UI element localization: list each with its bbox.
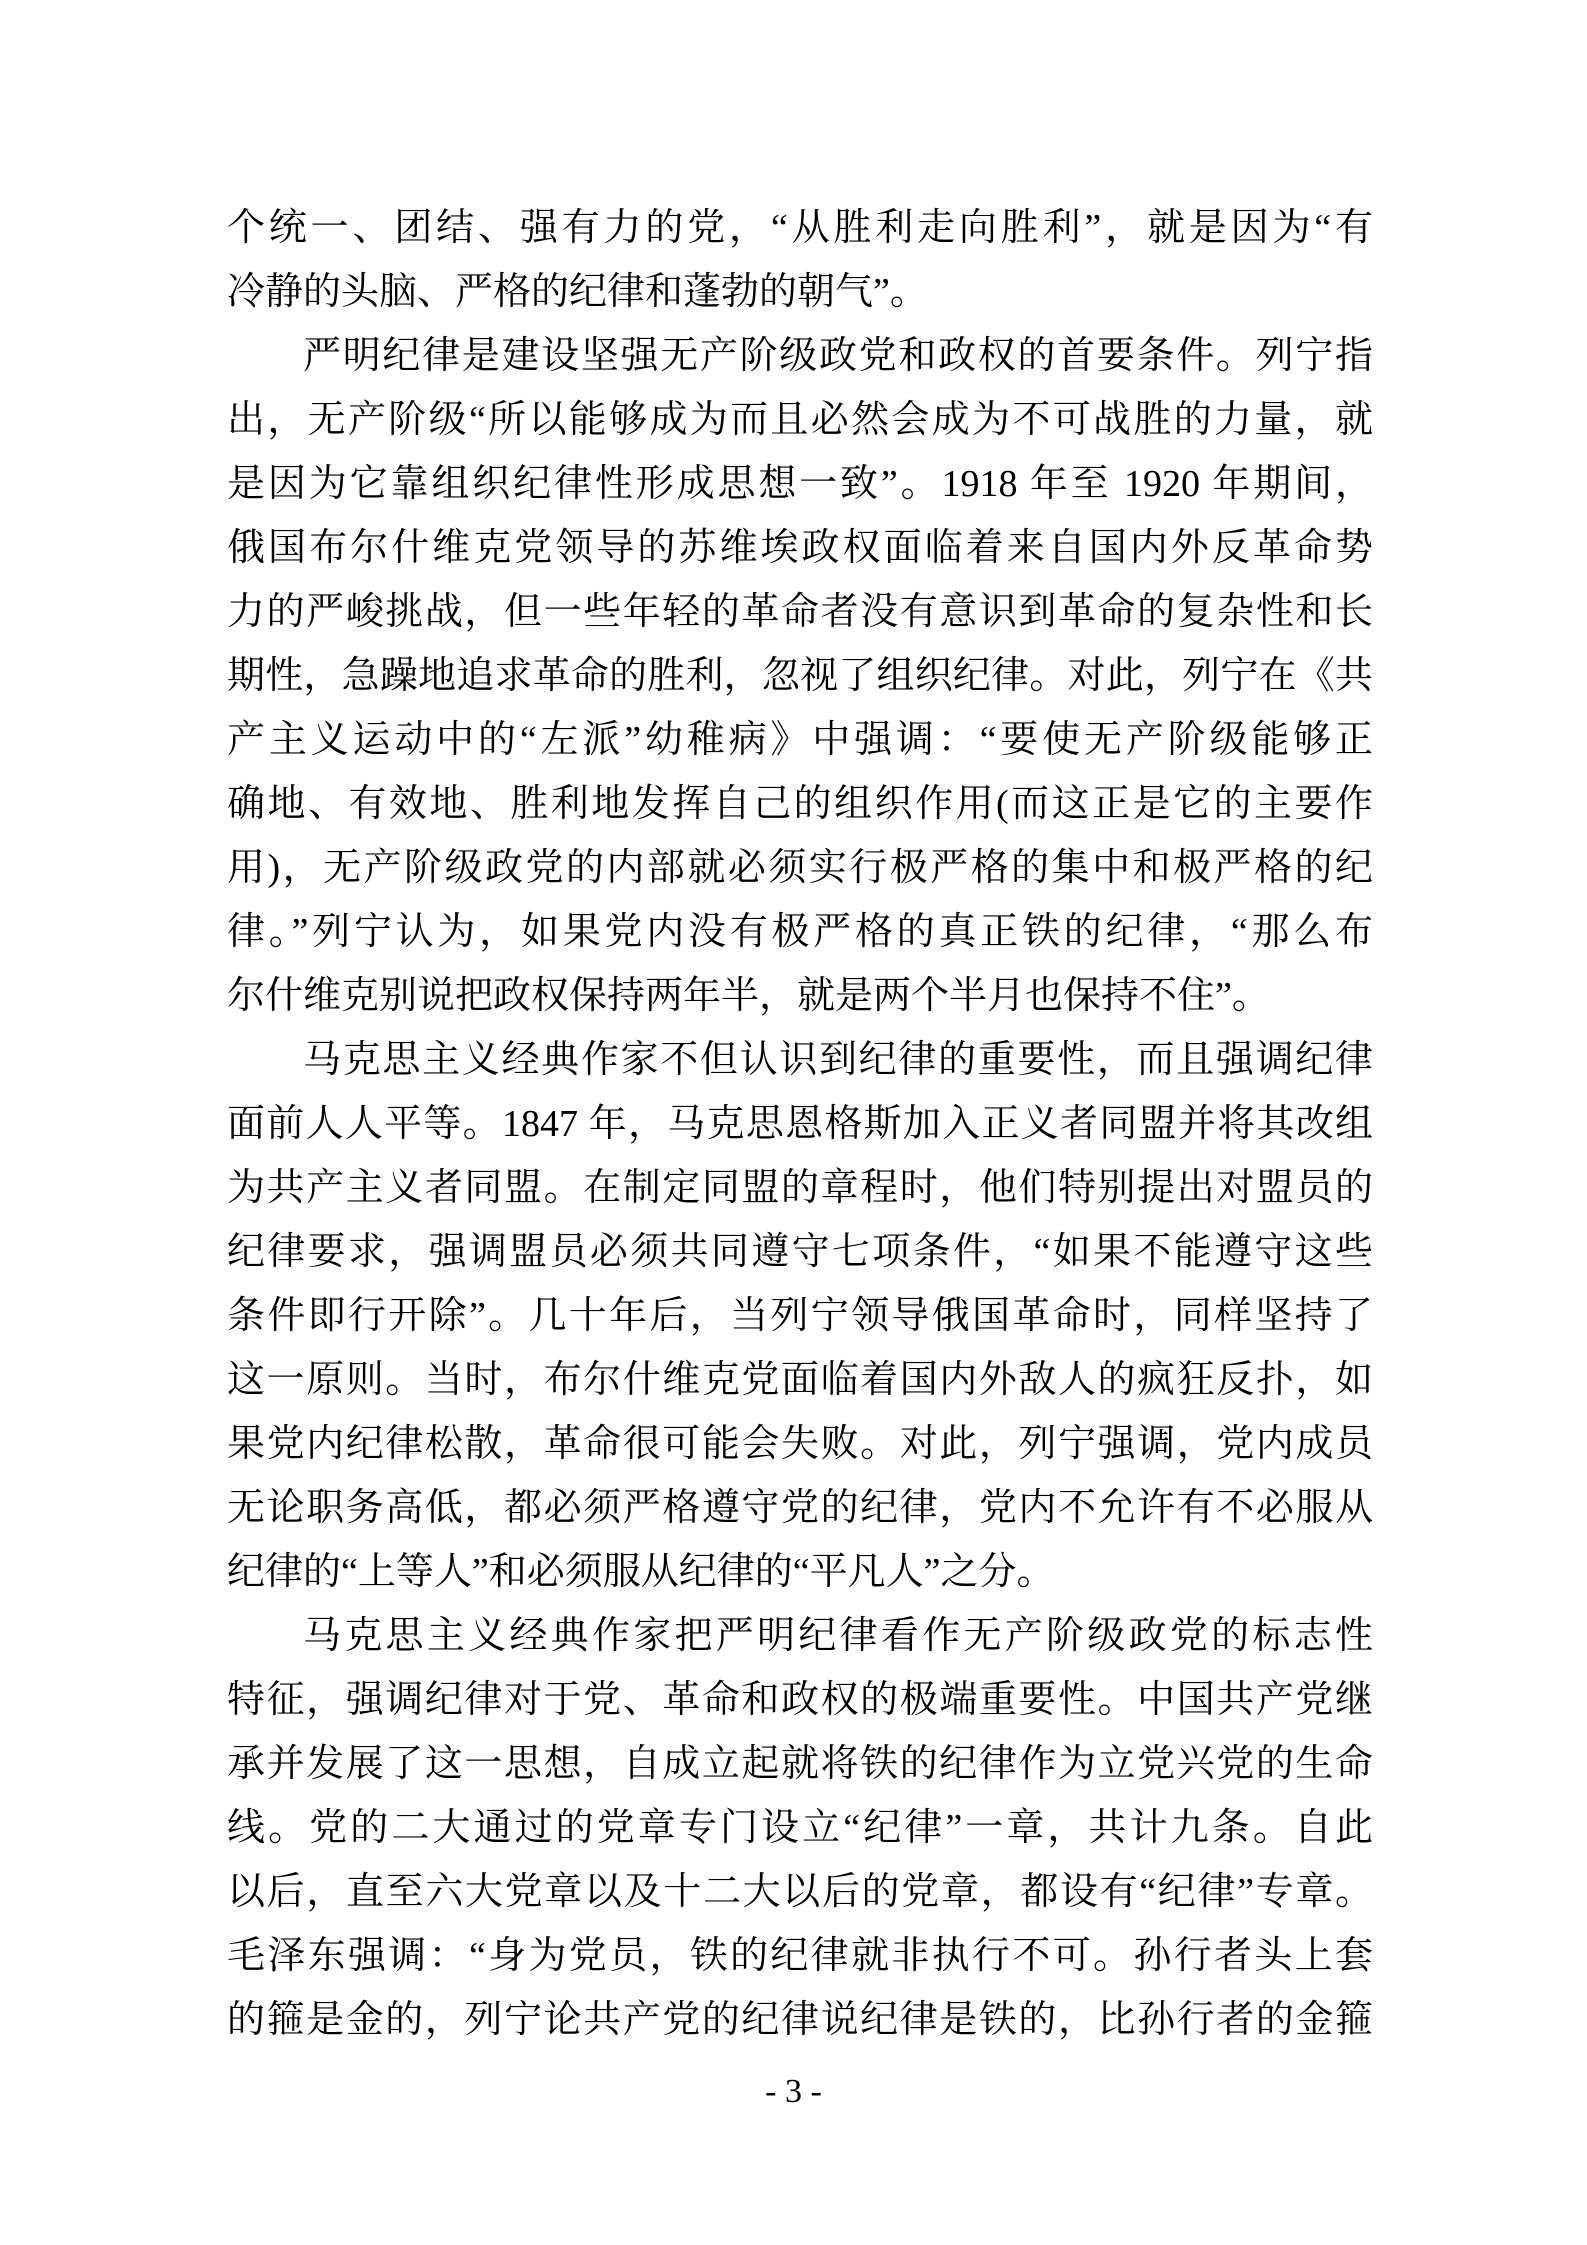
page-number: - 3 - [765, 2073, 822, 2110]
text-line: 律。”列宁认为，如果党内没有极严格的真正铁的纪律，“那么布 [227, 911, 1373, 953]
text-line: 是因为它靠组织纪律性形成思想一致”。1918 年至 1920 年期间， [227, 463, 1373, 505]
text-line: 出，无产阶级“所以能够成为而且必然会成为不可战胜的力量，就 [227, 399, 1373, 441]
text-line: 承并发展了这一思想，自成立起就将铁的纪律作为立党兴党的生命 [227, 1743, 1373, 1785]
text-line: 无论职务高低，都必须严格遵守党的纪律，党内不允许有不必服从 [227, 1487, 1373, 1529]
document-text-block [227, 196, 1373, 2052]
text-line: 纪律要求，强调盟员必须共同遵守七项条件，“如果不能遵守这些 [227, 1231, 1373, 1273]
text-line: 个统一、团结、强有力的党，“从胜利走向胜利”，就是因为“有 [227, 207, 1373, 249]
text-line: 期性，急躁地追求革命的胜利，忽视了组织纪律。对此，列宁在《共 [227, 655, 1373, 697]
text-line: 俄国布尔什维克党领导的苏维埃政权面临着来自国内外反革命势 [227, 527, 1373, 569]
text-line: 尔什维克别说把政权保持两年半，就是两个半月也保持不住”。 [227, 975, 1270, 1017]
text-line: 确地、有效地、胜利地发挥自己的组织作用(而这正是它的主要作 [227, 783, 1373, 825]
text-line: 冷静的头脑、严格的纪律和蓬勃的朝气”。 [227, 271, 928, 313]
text-line: 用)，无产阶级政党的内部就必须实行极严格的集中和极严格的纪 [227, 847, 1373, 889]
text-line: 线。党的二大通过的党章专门设立“纪律”一章，共计九条。自此 [227, 1807, 1373, 1849]
text-line: 产主义运动中的“左派”幼稚病》中强调：“要使无产阶级能够正 [227, 719, 1373, 761]
text-line: 这一原则。当时，布尔什维克党面临着国内外敌人的疯狂反扑，如 [227, 1359, 1373, 1401]
text-line: 纪律的“上等人”和必须服从纪律的“平凡人”之分。 [227, 1551, 1055, 1593]
text-line: 力的严峻挑战，但一些年轻的革命者没有意识到革命的复杂性和长 [227, 591, 1373, 633]
text-line: 毛泽东强调：“身为党员，铁的纪律就非执行不可。孙行者头上套 [227, 1935, 1373, 1977]
text-line: 特征，强调纪律对于党、革命和政权的极端重要性。中国共产党继 [227, 1679, 1373, 1721]
text-line: 果党内纪律松散，革命很可能会失败。对此，列宁强调，党内成员 [227, 1423, 1373, 1465]
text-line: 马克思主义经典作家不但认识到纪律的重要性，而且强调纪律 [303, 1039, 1373, 1081]
text-line: 严明纪律是建设坚强无产阶级政党和政权的首要条件。列宁指 [303, 335, 1373, 377]
text-line: 为共产主义者同盟。在制定同盟的章程时，他们特别提出对盟员的 [227, 1167, 1373, 1209]
text-line: 马克思主义经典作家把严明纪律看作无产阶级政党的标志性 [303, 1615, 1373, 1657]
text-line: 以后，直至六大党章以及十二大以后的党章，都设有“纪律”专章。 [227, 1871, 1373, 1913]
text-line: 的箍是金的，列宁论共产党的纪律说纪律是铁的，比孙行者的金箍 [227, 1999, 1373, 2041]
text-line: 条件即行开除”。几十年后，当列宁领导俄国革命时，同样坚持了 [227, 1295, 1373, 1337]
text-line: 面前人人平等。1847 年，马克思恩格斯加入正义者同盟并将其改组 [227, 1103, 1373, 1145]
